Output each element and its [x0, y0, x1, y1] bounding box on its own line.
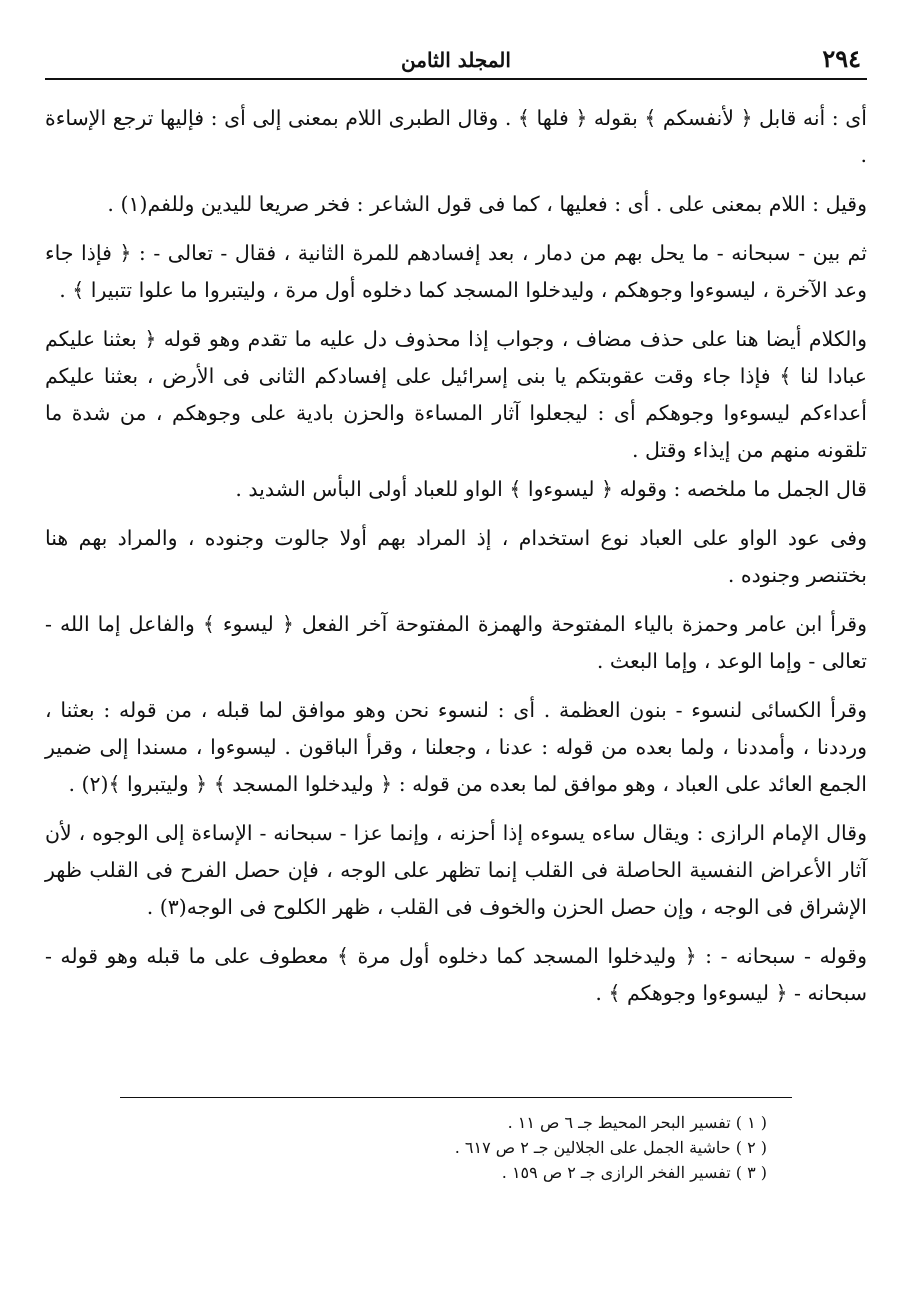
paragraph: ثم بين - سبحانه - ما يحل بهم من دمار ، بعد إفسادهم للمرة الثانية ، فقال - تعالى - : ﴿ فإذا جاء وعد الآخرة ، ليسوءوا وجوهكم ، وليدخلوا المسجد كما دخلوه أول مرة ، وليتبروا ما علوا تتبيرا ﴾ .	[45, 241, 867, 302]
main-text	[45, 100, 867, 1024]
footnote: ( ٢ ) حاشية الجمل على الجلالين جـ ٢ ص ٦١٧ .	[454, 1138, 767, 1157]
page-header	[45, 42, 867, 80]
running-title: المجلد الثامن	[401, 48, 511, 72]
page-number: ٢٩٤	[822, 44, 861, 73]
paragraph: وقيل : اللام بمعنى على . أى : فعليها ، كما فى قول الشاعر : فخر صريعا لليدين وللفم(١) .	[107, 192, 867, 216]
paragraph: وقال الإمام الرازى : ويقال ساءه يسوءه إذا أحزنه ، وإنما عزا - سبحانه - الإساءة إلى الوجوه ، لأن آثار الأعراض النفسية الحاصلة فى القلب إنما تظهر على الوجه ، فإن حصل الفرح فى القلب ظهر الإشراق فى الوجه ، وإن حصل الحزن والخوف فى القلب ، ظهر الكلوح فى الوجه(٣) .	[45, 821, 867, 919]
footnotes	[120, 1110, 767, 1185]
paragraph: وقوله - سبحانه - : ﴿ وليدخلوا المسجد كما دخلوه أول مرة ﴾ معطوف على ما قبله وهو قوله - سبحانه - ﴿ ليسوءوا وجوهكم ﴾ .	[45, 944, 867, 1005]
paragraph: وفى عود الواو على العباد نوع استخدام ، إذ المراد بهم أولا جالوت وجنوده ، والمراد بهم هنا بختنصر وجنوده .	[45, 526, 867, 587]
footnote: ( ٣ ) تفسير الفخر الرازى جـ ٢ ص ١٥٩ .	[501, 1163, 767, 1182]
paragraph: والكلام أيضا هنا على حذف مضاف ، وجواب إذا محذوف دل عليه ما تقدم وهو قوله ﴿ بعثنا عليكم عبادا لنا ﴾ فإذا جاء وقت عقوبتكم يا بنى إسرائيل على إفسادكم الثانى فى الأرض ، بعثنا عليكم أعداءكم ليسوءوا وجوهكم أى : ليجعلوا آثار المساءة والحزن بادية على وجوهكم ، من شدة ما تلقونه منهم من إيذاء وقتل .	[45, 327, 867, 462]
footnote-divider	[120, 1097, 792, 1098]
paragraph: قال الجمل ما ملخصه : وقوله ﴿ ليسوءوا ﴾ الواو للعباد أولى البأس الشديد .	[235, 477, 867, 501]
paragraph: وقرأ ابن عامر وحمزة بالياء المفتوحة والهمزة المفتوحة آخر الفعل ﴿ ليسوء ﴾ والفاعل إما الله - تعالى - وإما الوعد ، وإما البعث .	[45, 612, 867, 673]
paragraph: أى : أنه قابل ﴿ لأنفسكم ﴾ بقوله ﴿ فلها ﴾ . وقال الطبرى اللام بمعنى إلى أى : فإليها ترجع الإساءة .	[45, 106, 867, 167]
paragraph: وقرأ الكسائى لنسوء - بنون العظمة . أى : لنسوء نحن وهو موافق لما قبله ، من قوله : بعثنا ، ورددنا ، وأمددنا ، ولما بعده من قوله : عدنا ، وجعلنا ، وقرأ الباقون . ليسوءوا ، مسندا إلى ضمير الجمع العائد على العباد ، وهو موافق لما بعده من قوله : ﴿ وليدخلوا المسجد ﴾ ﴿ وليتبروا ﴾(٢) .	[45, 698, 867, 796]
footnote: ( ١ ) تفسير البحر المحيط جـ ٦ ص ١١ .	[507, 1113, 767, 1132]
